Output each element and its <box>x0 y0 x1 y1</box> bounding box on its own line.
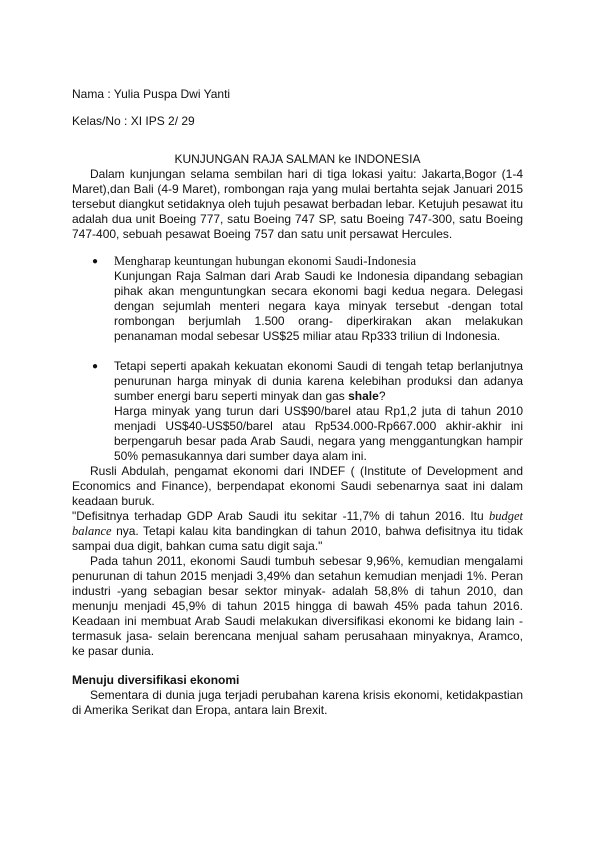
bullet-dot-icon: ● <box>92 361 99 372</box>
section-heading: Menuju diversifikasi ekonomi <box>72 673 240 687</box>
quote-text-end: nya. Tetapi kalau kita bandingkan di tahun 2010, bahwa defisitnya itu tidak sampai dua digit, bahkan cuma satu digit saja." <box>72 524 523 553</box>
growth-paragraph: Pada tahun 2011, ekonomi Saudi tumbuh sebesar 9,96%, kemudian mengalami penurunan di tahun 2015 menjadi 3,49% dan setahun kemudian menjadi 1%. Peran industri -yang sebagian besar sektor minyak- adalah 58,8% di tahun 2010, dan menunju menjadi 45,9% di tahun 2015 hingga di bawah 45% pada tahun 2016. Keadaan ini membuat Arab Saudi melakukan diversifikasi ekonomi ke bidang lain -termasuk jasa- selain berencana menjual saham perusahaan minyaknya, Aramco, ke pasar dunia. <box>72 554 523 658</box>
bullet-text-oil <box>114 359 523 404</box>
section-paragraph: Sementara di dunia juga terjadi perubahan karena krisis ekonomi, ketidakpastian di Amerika Serikat dan Eropa, antara lain Brexit. <box>72 688 523 717</box>
oil-price-paragraph: Harga minyak yang turun dari US$90/barel atau Rp1,2 juta di tahun 2010 menjadi US$40-US$50/barel atau Rp534.000-Rp667.000 akhir-akhir ini berpengaruh besar pada Arab Saudi, negara yang menggantungkan hampir 50% pemasukannya dari sumber daya alam ini. <box>114 404 523 463</box>
bullet-text-investment: Kunjungan Raja Salman dari Arab Saudi ke Indonesia dipandang sebagian pihak akan menguntungkan secara ekonomi bagi kedua negara. Delegasi dengan sejumlah menteri negara kaya minyak tersebut -dengan total rombongan berjumlah 1.500 orang- diperkirakan akan melakukan penanaman modal sebesar US$25 miliar atau Rp333 triliun di Indonesia. <box>114 269 523 343</box>
rusli-paragraph: Rusli Abdulah, pengamat ekonomi dari INDEF ( (Institute of Development and Economics and Finance), berpendapat ekonomi Saudi sebenarnya saat ini dalam keadaan buruk. <box>72 464 523 508</box>
intro-paragraph: Dalam kunjungan selama sembilan hari di tiga lokasi yaitu: Jakarta,Bogor (1-4 Maret),dan Bali (4-9 Maret), rombongan raja yang mulai bertahta sejak Januari 2015 tersebut diangkut setidaknya oleh tujuh pesawat berbadan lebar. Ketujuh pesawat itu adalah dua unit Boeing 777, satu Boeing 747 SP, satu Boeing 747-300, satu Boeing 747-400, sebuah pesawat Boeing 757 dan satu unit persawat Hercules. <box>72 167 523 241</box>
rusli-quote <box>72 509 523 554</box>
bullet-heading: Mengharap keuntungan hubungan ekonomi Saudi-Indonesia <box>114 254 417 268</box>
bullet-list <box>72 254 523 464</box>
question-mark: ? <box>378 389 386 403</box>
bullet-dot-icon: ● <box>92 256 99 267</box>
bullet-item-investment <box>72 254 523 344</box>
document-page <box>72 87 523 718</box>
bullet-item-oil <box>72 359 523 464</box>
document-title: KUNJUNGAN RAJA SALMAN ke INDONESIA <box>174 152 421 166</box>
student-class: Kelas/No : XI IPS 2/ 29 <box>72 114 195 128</box>
quote-text-start: "Defisitnya terhadap GDP Arab Saudi itu sekitar -11,7% di tahun 2016. Itu <box>72 509 489 523</box>
shale-term: shale <box>348 389 379 403</box>
oil-question-text: Tetapi seperti apakah kekuatan ekonomi Saudi di tengah tetap berlanjutnya penurunan harga minyak di dunia karena kelebihan produksi dan adanya sumber energi baru seperti minyak dan gas <box>114 359 523 403</box>
budget-balance-term: budget balance <box>72 509 523 538</box>
student-name: Nama : Yulia Puspa Dwi Yanti <box>72 87 231 101</box>
